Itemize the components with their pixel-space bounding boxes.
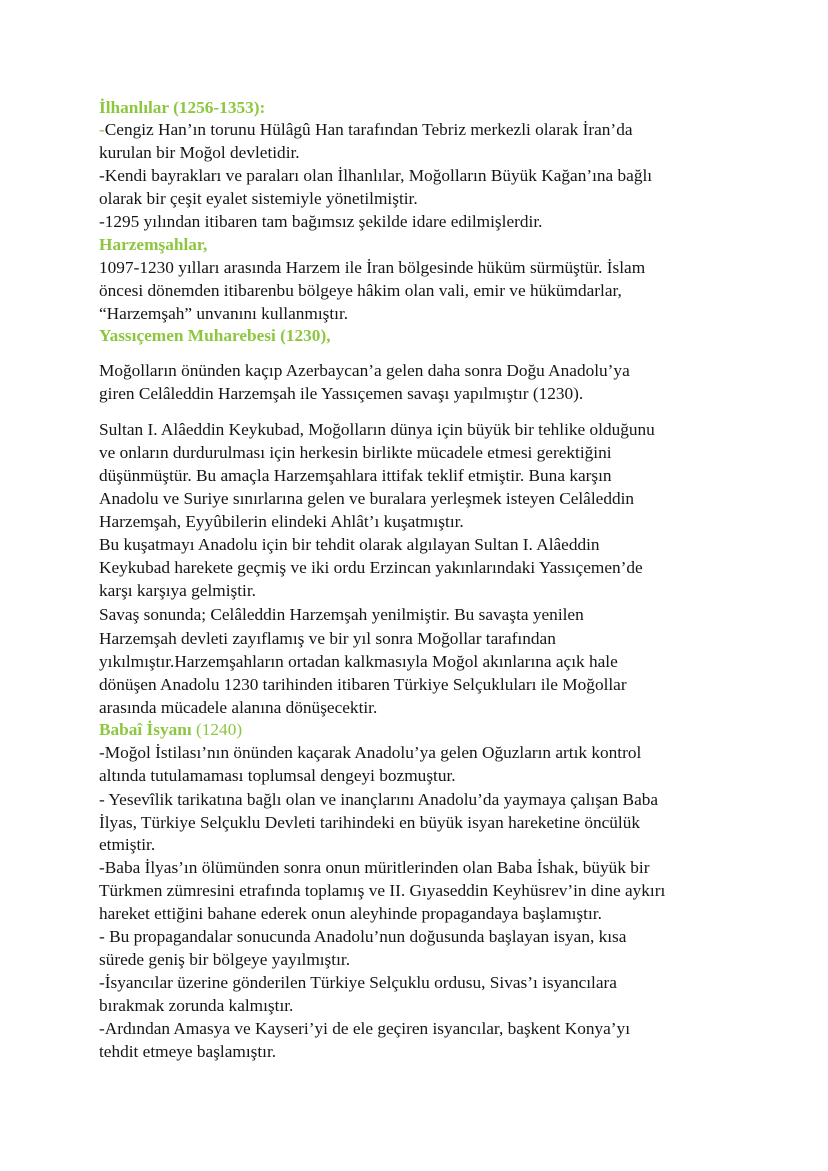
text-line: Sultan I. Alâeddin Keykubad, Moğolların dünya için büyük bir tehlike olduğunu <box>99 420 655 439</box>
text-line: Harzemşah devleti zayıflamış ve bir yıl sonra Moğollar tarafından <box>99 629 556 648</box>
text-line: Bu kuşatmayı Anadolu için bir tehdit olarak algılayan Sultan I. Alâeddin <box>99 535 600 554</box>
text-line: ve onların durdurulması için herkesin birlikte mücadele etmesi gerektiğini <box>99 443 612 462</box>
text-line <box>99 119 633 141</box>
text-line: sürede geniş bir bölgeye yayılmıştır. <box>99 950 351 969</box>
text-line: -Moğol İstilası’nın önünden kaçarak Anadolu’ya gelen Oğuzların artık kontrol <box>99 743 642 762</box>
heading-ilhanlilar: İlhanlılar (1256-1353): <box>99 98 266 117</box>
text-line: Anadolu ve Suriye sınırlarına gelen ve buralara yerleşmek isteyen Celâleddin <box>99 489 635 508</box>
text-line: kurulan bir Moğol devletidir. <box>99 143 300 162</box>
text-line: -1295 yılından itibaren tam bağımsız şekilde idare edilmişlerdir. <box>99 212 543 231</box>
text-line: “Harzemşah” unvanını kullanmıştır. <box>99 304 349 323</box>
text-line: Harzemşah, Eyyûbilerin elindeki Ahlât’ı kuşatmıştır. <box>99 512 464 531</box>
text-line: olarak bir çeşit eyalet sistemiyle yönetilmiştir. <box>99 189 418 208</box>
text-line: Savaş sonunda; Celâleddin Harzemşah yenilmiştir. Bu savaşta yenilen <box>99 605 584 624</box>
text-line: etmiştir. <box>99 835 156 854</box>
text-line: altında tutulamaması toplumsal dengeyi bozmuştur. <box>99 766 456 785</box>
text-line: arasında mücadele alanına dönüşecektir. <box>99 698 378 717</box>
green-dash: - <box>99 120 105 139</box>
text-line: -Baba İlyas’ın ölümünden sonra onun müritlerinden olan Baba İshak, büyük bir <box>99 858 650 877</box>
text-line: giren Celâleddin Harzemşah ile Yassıçemen savaşı yapılmıştır (1230). <box>99 384 584 403</box>
text-line: İlyas, Türkiye Selçuklu Devleti tarihindeki en büyük isyan hareketine öncülük <box>99 813 641 832</box>
text-line: Moğolların önünden kaçıp Azerbaycan’a gelen daha sonra Doğu Anadolu’ya <box>99 361 630 380</box>
heading-yassicemen: Yassıçemen Muharebesi (1230), <box>99 326 331 345</box>
heading-harzemsahlar: Harzemşahlar, <box>99 235 208 254</box>
text-line: yıkılmıştır.Harzemşahların ortadan kalkmasıyla Moğol akınlarına açık hale <box>99 652 618 671</box>
text-line: Türkmen zümresini etrafında toplamış ve II. Gıyaseddin Keyhüsrev’in dine aykırı <box>99 881 666 900</box>
text-line: -İsyancılar üzerine gönderilen Türkiye Selçuklu ordusu, Sivas’ı isyancılara <box>99 973 617 992</box>
heading-babai <box>99 719 242 741</box>
text-line: hareket ettiğini bahane ederek onun aleyhinde propagandaya başlamıştır. <box>99 904 602 923</box>
text-line: öncesi dönemden itibarenbu bölgeye hâkim olan vali, emir ve hükümdarlar, <box>99 281 622 300</box>
text-line: bırakmak zorunda kalmıştır. <box>99 996 294 1015</box>
text-line: düşünmüştür. Bu amaçla Harzemşahlara ittifak teklif etmiştir. Buna karşın <box>99 466 612 485</box>
text-line: -Ardından Amasya ve Kayseri’yi de ele geçiren isyancılar, başkent Konya’yı <box>99 1019 630 1038</box>
text-line: dönüşen Anadolu 1230 tarihinden itibaren Türkiye Selçukluları ile Moğollar <box>99 675 627 694</box>
text-line: 1097-1230 yılları arasında Harzem ile İran bölgesinde hüküm sürmüştür. İslam <box>99 258 646 277</box>
text-span: Cengiz Han’ın torunu Hülâgû Han tarafından Tebriz merkezli olarak İran’da <box>104 120 633 139</box>
text-line: tehdit etmeye başlamıştır. <box>99 1042 277 1061</box>
text-line: karşı karşıya gelmiştir. <box>99 581 256 600</box>
heading-babai-name: Babaî İsyanı <box>99 720 192 739</box>
text-line: -Kendi bayrakları ve paraları olan İlhanlılar, Moğolların Büyük Kağan’ına bağlı <box>99 166 653 185</box>
text-line: Keykubad harekete geçmiş ve iki ordu Erzincan yakınlarındaki Yassıçemen’de <box>99 558 643 577</box>
text-line: - Bu propagandalar sonucunda Anadolu’nun doğusunda başlayan isyan, kısa <box>99 927 627 946</box>
text-line: - Yesevîlik tarikatına bağlı olan ve inançlarını Anadolu’da yaymaya çalışan Baba <box>99 790 659 809</box>
heading-babai-year: (1240) <box>196 720 243 739</box>
